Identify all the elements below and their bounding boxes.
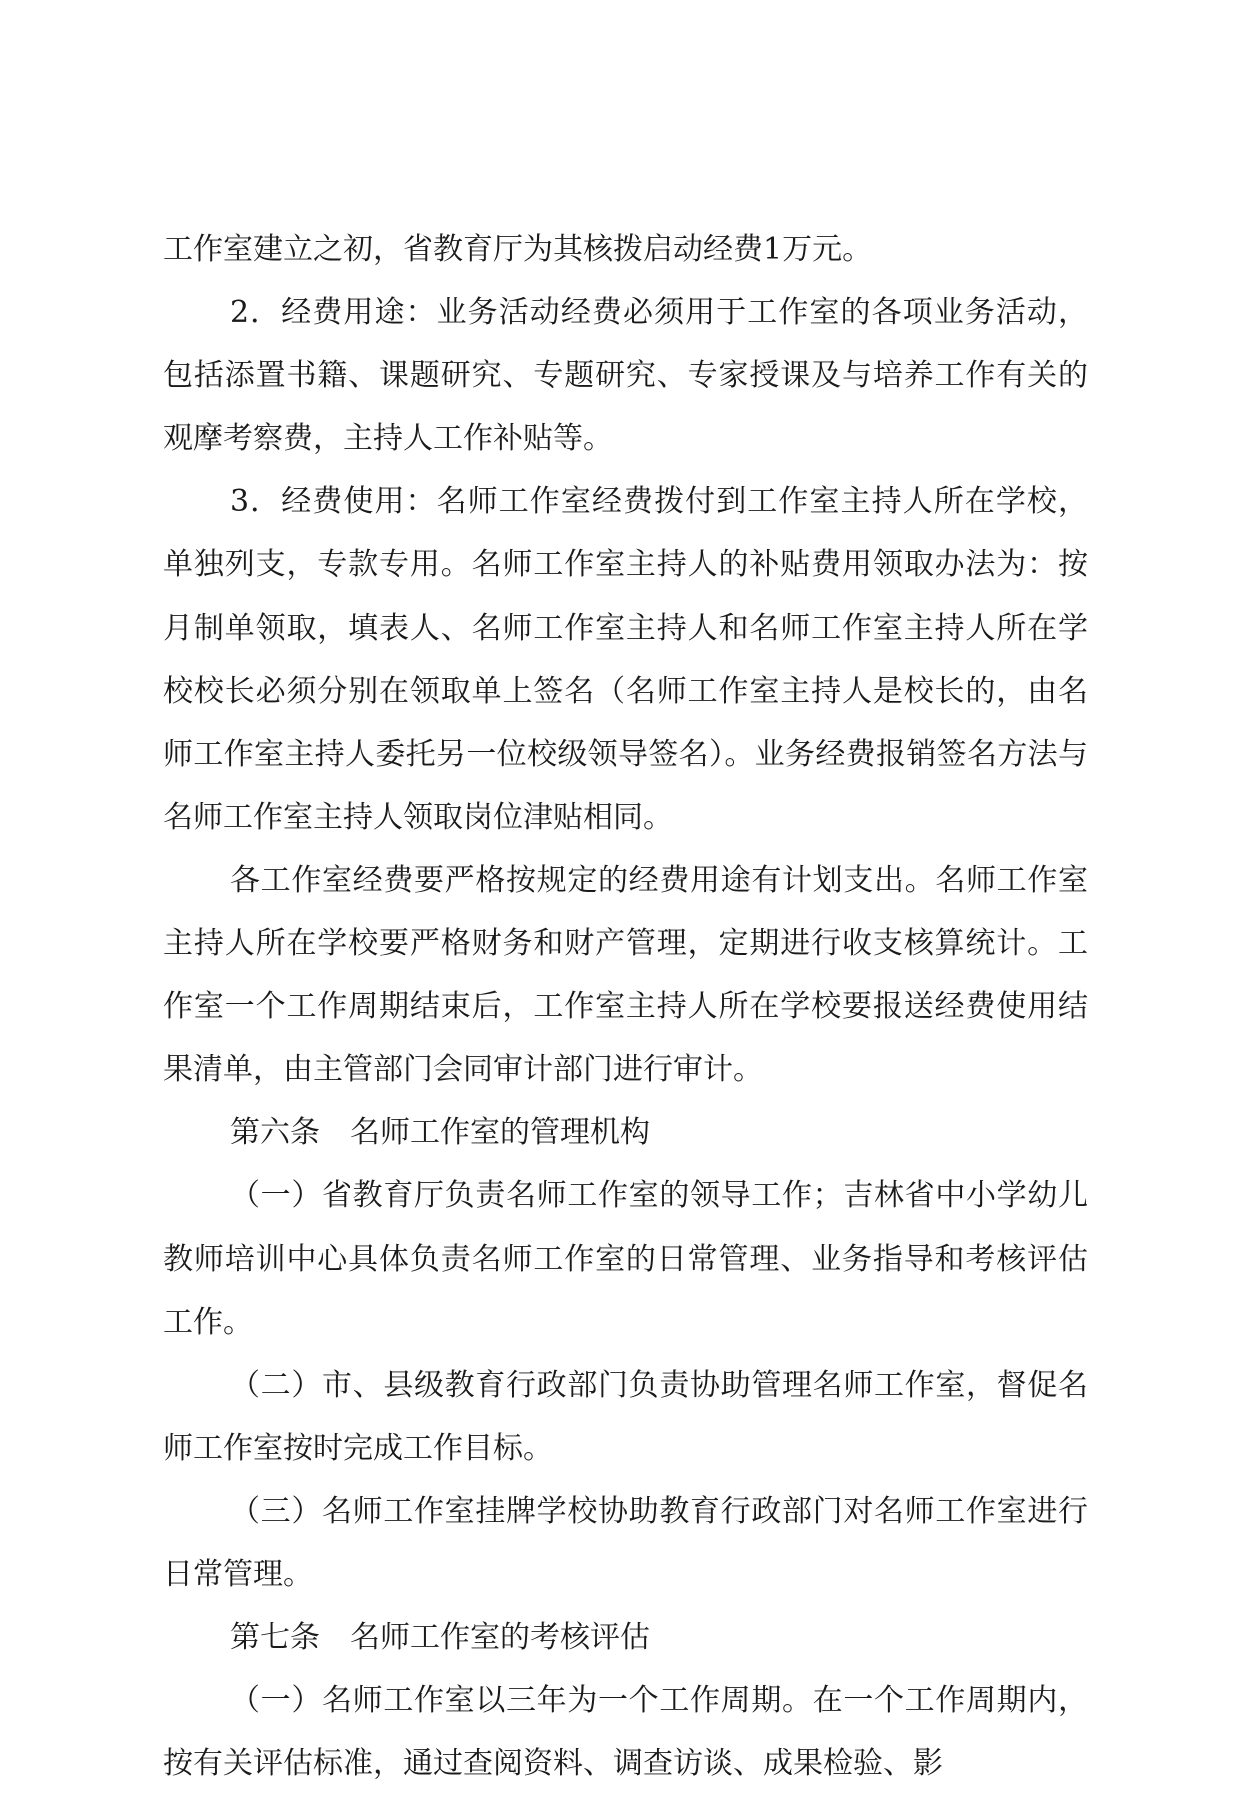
document-body [163, 218, 1088, 1795]
article-six-item-2: （二）市、县级教育行政部门负责协助管理名师工作室，督促名师工作室按时完成工作目标。 [163, 1367, 1088, 1466]
article-six-item-3: （三）名师工作室挂牌学校协助教育行政部门对名师工作室进行日常管理。 [163, 1493, 1088, 1592]
paragraph-fund-management: 各工作室经费要严格按规定的经费用途有计划支出。名师工作室主持人所在学校要严格财务和财产管理，定期进行收支核算统计。工作室一个工作周期结束后，工作室主持人所在学校要报送经费使用结果清单，由主管部门会同审计部门进行审计。 [163, 862, 1088, 1088]
article-seven-item-1: （一）名师工作室以三年为一个工作周期。在一个工作周期内，按有关评估标准，通过查阅资料、调查访谈、成果检验、影 [163, 1683, 1088, 1782]
article-six-item-1: （一）省教育厅负责名师工作室的领导工作；吉林省中小学幼儿教师培训中心具体负责名师工作室的日常管理、业务指导和考核评估工作。 [163, 1178, 1088, 1340]
paragraph-fund-usage: 3．经费使用：名师工作室经费拨付到工作室主持人所在学校，单独列支，专款专用。名师工作室主持人的补贴费用领取办法为：按月制单领取，填表人、名师工作室主持人和名师工作室主持人所在学校校长必须分别在领取单上签名（名师工作室主持人是校长的，由名师工作室主持人委托另一位校级领导签名）。业务经费报销签名方法与名师工作室主持人领取岗位津贴相同。 [163, 484, 1088, 835]
paragraph-startup-funds: 工作室建立之初，省教育厅为其核拨启动经费1万元。 [163, 232, 873, 267]
paragraph-fund-purpose: 2．经费用途：业务活动经费必须用于工作室的各项业务活动，包括添置书籍、课题研究、专题研究、专家授课及与培养工作有关的观摩考察费，主持人工作补贴等。 [163, 295, 1088, 457]
article-seven-heading: 第七条 名师工作室的考核评估 [230, 1620, 650, 1656]
article-six-heading: 第六条 名师工作室的管理机构 [230, 1115, 650, 1151]
